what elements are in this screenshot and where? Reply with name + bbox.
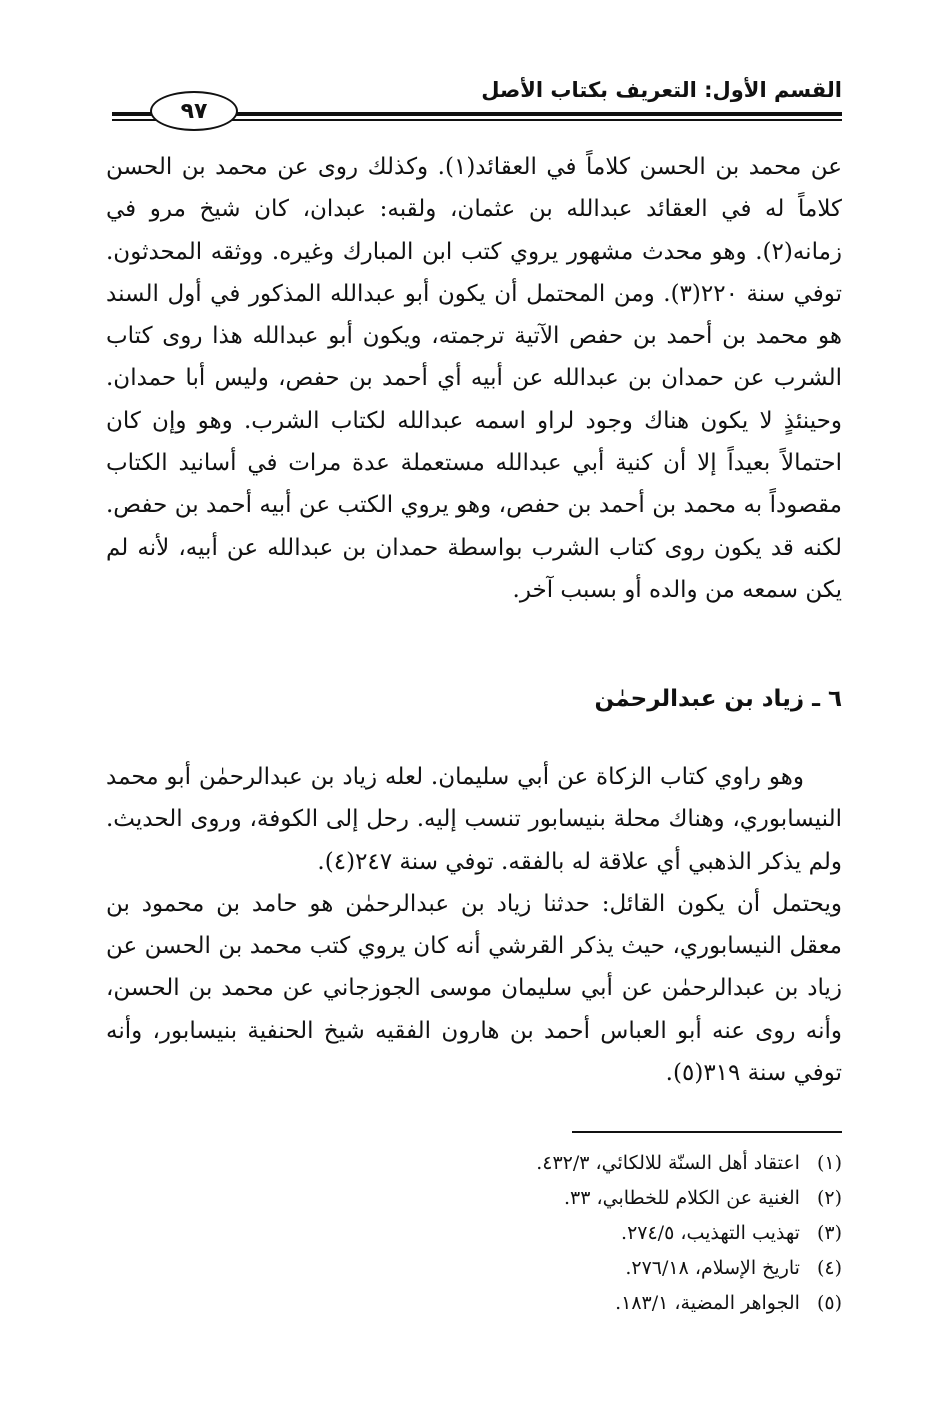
footnote-number: (٤)	[816, 1257, 842, 1279]
footnote-number: (٣)	[816, 1222, 842, 1244]
footnote-item	[300, 1146, 842, 1181]
footnote-item	[300, 1181, 842, 1216]
page-number: ٩٧	[180, 98, 208, 124]
footnote-text: اعتقاد أهل السنّة للالكائي، ٤٣٢/٣.	[536, 1152, 800, 1174]
footnote-item	[300, 1216, 842, 1251]
footnote-text: الغنية عن الكلام للخطابي، ٣٣.	[564, 1187, 800, 1209]
running-title: القسم الأول: التعريف بكتاب الأصل	[481, 78, 842, 102]
footnote-text: تاريخ الإسلام، ٢٧٦/١٨.	[625, 1257, 800, 1279]
footnote-item	[300, 1251, 842, 1286]
section-2-text	[106, 756, 842, 1094]
footnote-text: الجواهر المضية، ١٨٣/١.	[615, 1292, 800, 1314]
footnotes-list	[300, 1146, 842, 1321]
page-number-badge	[150, 91, 238, 131]
footnote-number: (٢)	[816, 1187, 842, 1209]
footnote-number: (١)	[816, 1152, 842, 1174]
paragraph-2: وهو راوي كتاب الزكاة عن أبي سليمان. لعله زياد بن عبدالرحمٰن أبو محمد النيسابوري، وهناك محلة بنيسابور تنسب إليه. رحل إلى الكوفة، وروى الحديث. ولم يذكر الذهبي أي علاقة له بالفقه. توفي سنة ٢٤٧(٤).	[106, 764, 842, 875]
footnote-item	[300, 1286, 842, 1321]
footnote-number: (٥)	[816, 1292, 842, 1314]
footnote-text: تهذيب التهذيب، ٢٧٤/٥.	[621, 1222, 800, 1244]
section-1-text	[106, 146, 842, 611]
section-heading: ٦ ـ زياد بن عبدالرحمٰن	[594, 686, 842, 712]
paragraph-3: ويحتمل أن يكون القائل: حدثنا زياد بن عبدالرحمٰن هو حامد بن محمود بن معقل النيسابوري، حيث يذكر القرشي أنه كان يروي كتب محمد بن الحسن عن زياد بن عبدالرحمٰن عن أبي سليمان موسى الجوزجاني عن محمد بن الحسن، وأنه روى عنه أبو العباس أحمد بن هارون الفقيه شيخ الحنفية بنيسابور، وأنه توفي سنة ٣١٩(٥).	[106, 890, 842, 1087]
paragraph-1: عن محمد بن الحسن كلاماً في العقائد(١). وكذلك روى عن محمد بن الحسن كلاماً له في العقائد عبدالله بن عثمان، ولقبه: عبدان، كان شيخ مرو في زمانه(٢). وهو محدث مشهور يروي كتب ابن المبارك وغيره. ووثقه المحدثون. توفي سنة ٢٢٠(٣). ومن المحتمل أن يكون أبو عبدالله المذكور في أول السند هو محمد بن أحمد بن حفص الآتية ترجمته، ويكون أبو عبدالله هذا روى كتاب الشرب عن حمدان بن عبدالله عن أبيه أي أحمد بن حفص، وليس أبا حمدان. وحينئذٍ لا يكون هناك وجود لراو اسمه عبدالله لكتاب الشرب. وهو وإن كان احتمالاً بعيداً إلا أن كنية أبي عبدالله مستعملة عدة مرات في أسانيد الكتاب مقصوداً به محمد بن أحمد بن حفص، وهو يروي الكتب عن أبيه أحمد بن حفص. لكنه قد يكون روى كتاب الشرب بواسطة حمدان بن عبدالله عن أبيه، لأنه لم يكن سمعه من والده أو بسبب آخر.	[106, 154, 842, 603]
footnote-separator	[572, 1131, 842, 1133]
